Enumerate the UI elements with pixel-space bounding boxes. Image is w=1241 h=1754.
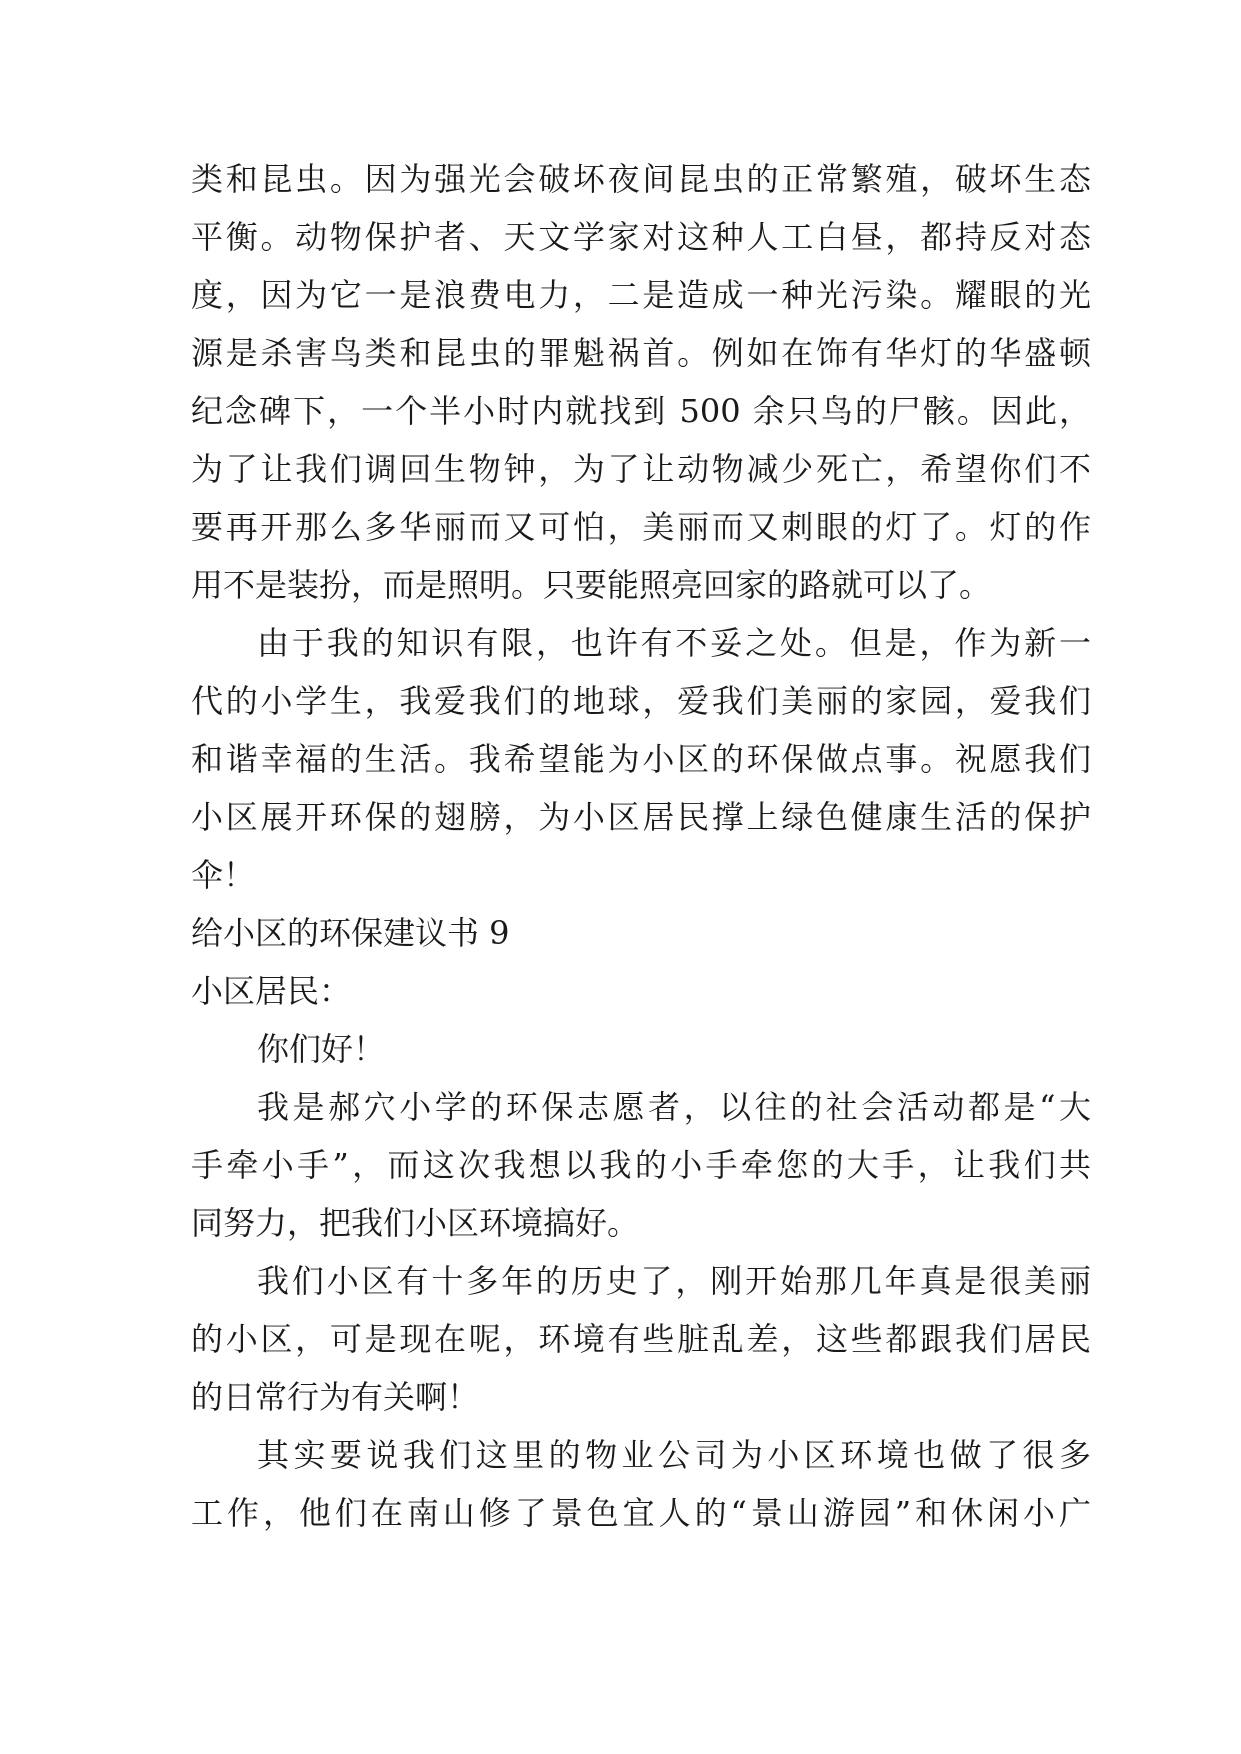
paragraph-line: 由于我的知识有限，也许有不妥之处。但是，作为新一 — [257, 624, 1091, 662]
paragraph-line: 源是杀害鸟类和昆虫的罪魁祸首。例如在饰有华灯的华盛顿 — [191, 334, 1091, 372]
paragraph-line: 和谐幸福的生活。我希望能为小区的环保做点事。祝愿我们 — [191, 740, 1091, 778]
paragraph-line: 我们小区有十多年的历史了，刚开始那几年真是很美丽 — [257, 1262, 1091, 1300]
paragraph-line: 为了让我们调回生物钟，为了让动物减少死亡，希望你们不 — [191, 450, 1091, 488]
paragraph-line: 手牵小手”，而这次我想以我的小手牵您的大手，让我们共 — [191, 1146, 1091, 1184]
paragraph-line: 伞！ — [191, 856, 256, 894]
salutation: 小区居民： — [191, 972, 352, 1010]
paragraph-line: 平衡。动物保护者、天文学家对这种人工白昼，都持反对态 — [191, 218, 1091, 256]
paragraph-line: 要再开那么多华丽而又可怕，美丽而又刺眼的灯了。灯的作 — [191, 508, 1091, 546]
paragraph-line: 代的小学生，我爱我们的地球，爱我们美丽的家园，爱我们 — [191, 682, 1091, 720]
greeting: 你们好！ — [257, 1030, 386, 1068]
paragraph-line: 工作，他们在南山修了景色宜人的“景山游园”和休闲小广 — [191, 1494, 1091, 1532]
paragraph-line: 度，因为它一是浪费电力，二是造成一种光污染。耀眼的光 — [191, 276, 1091, 314]
paragraph-line: 类和昆虫。因为强光会破坏夜间昆虫的正常繁殖，破坏生态 — [191, 160, 1091, 198]
paragraph-line: 纪念碑下，一个半小时内就找到 500 余只鸟的尸骸。因此， — [191, 392, 1091, 430]
paragraph-line: 我是郝穴小学的环保志愿者，以往的社会活动都是“大 — [257, 1088, 1091, 1126]
paragraph-line: 用不是装扮，而是照明。只要能照亮回家的路就可以了。 — [191, 566, 992, 604]
paragraph-line: 其实要说我们这里的物业公司为小区环境也做了很多 — [257, 1436, 1091, 1474]
paragraph-line: 同努力，把我们小区环境搞好。 — [191, 1204, 640, 1242]
paragraph-line: 小区展开环保的翅膀，为小区居民撑上绿色健康生活的保护 — [191, 798, 1091, 836]
section-title: 给小区的环保建议书 9 — [191, 914, 510, 952]
paragraph-line: 的小区，可是现在呢，环境有些脏乱差，这些都跟我们居民 — [191, 1320, 1091, 1358]
paragraph-line: 的日常行为有关啊！ — [191, 1378, 480, 1416]
